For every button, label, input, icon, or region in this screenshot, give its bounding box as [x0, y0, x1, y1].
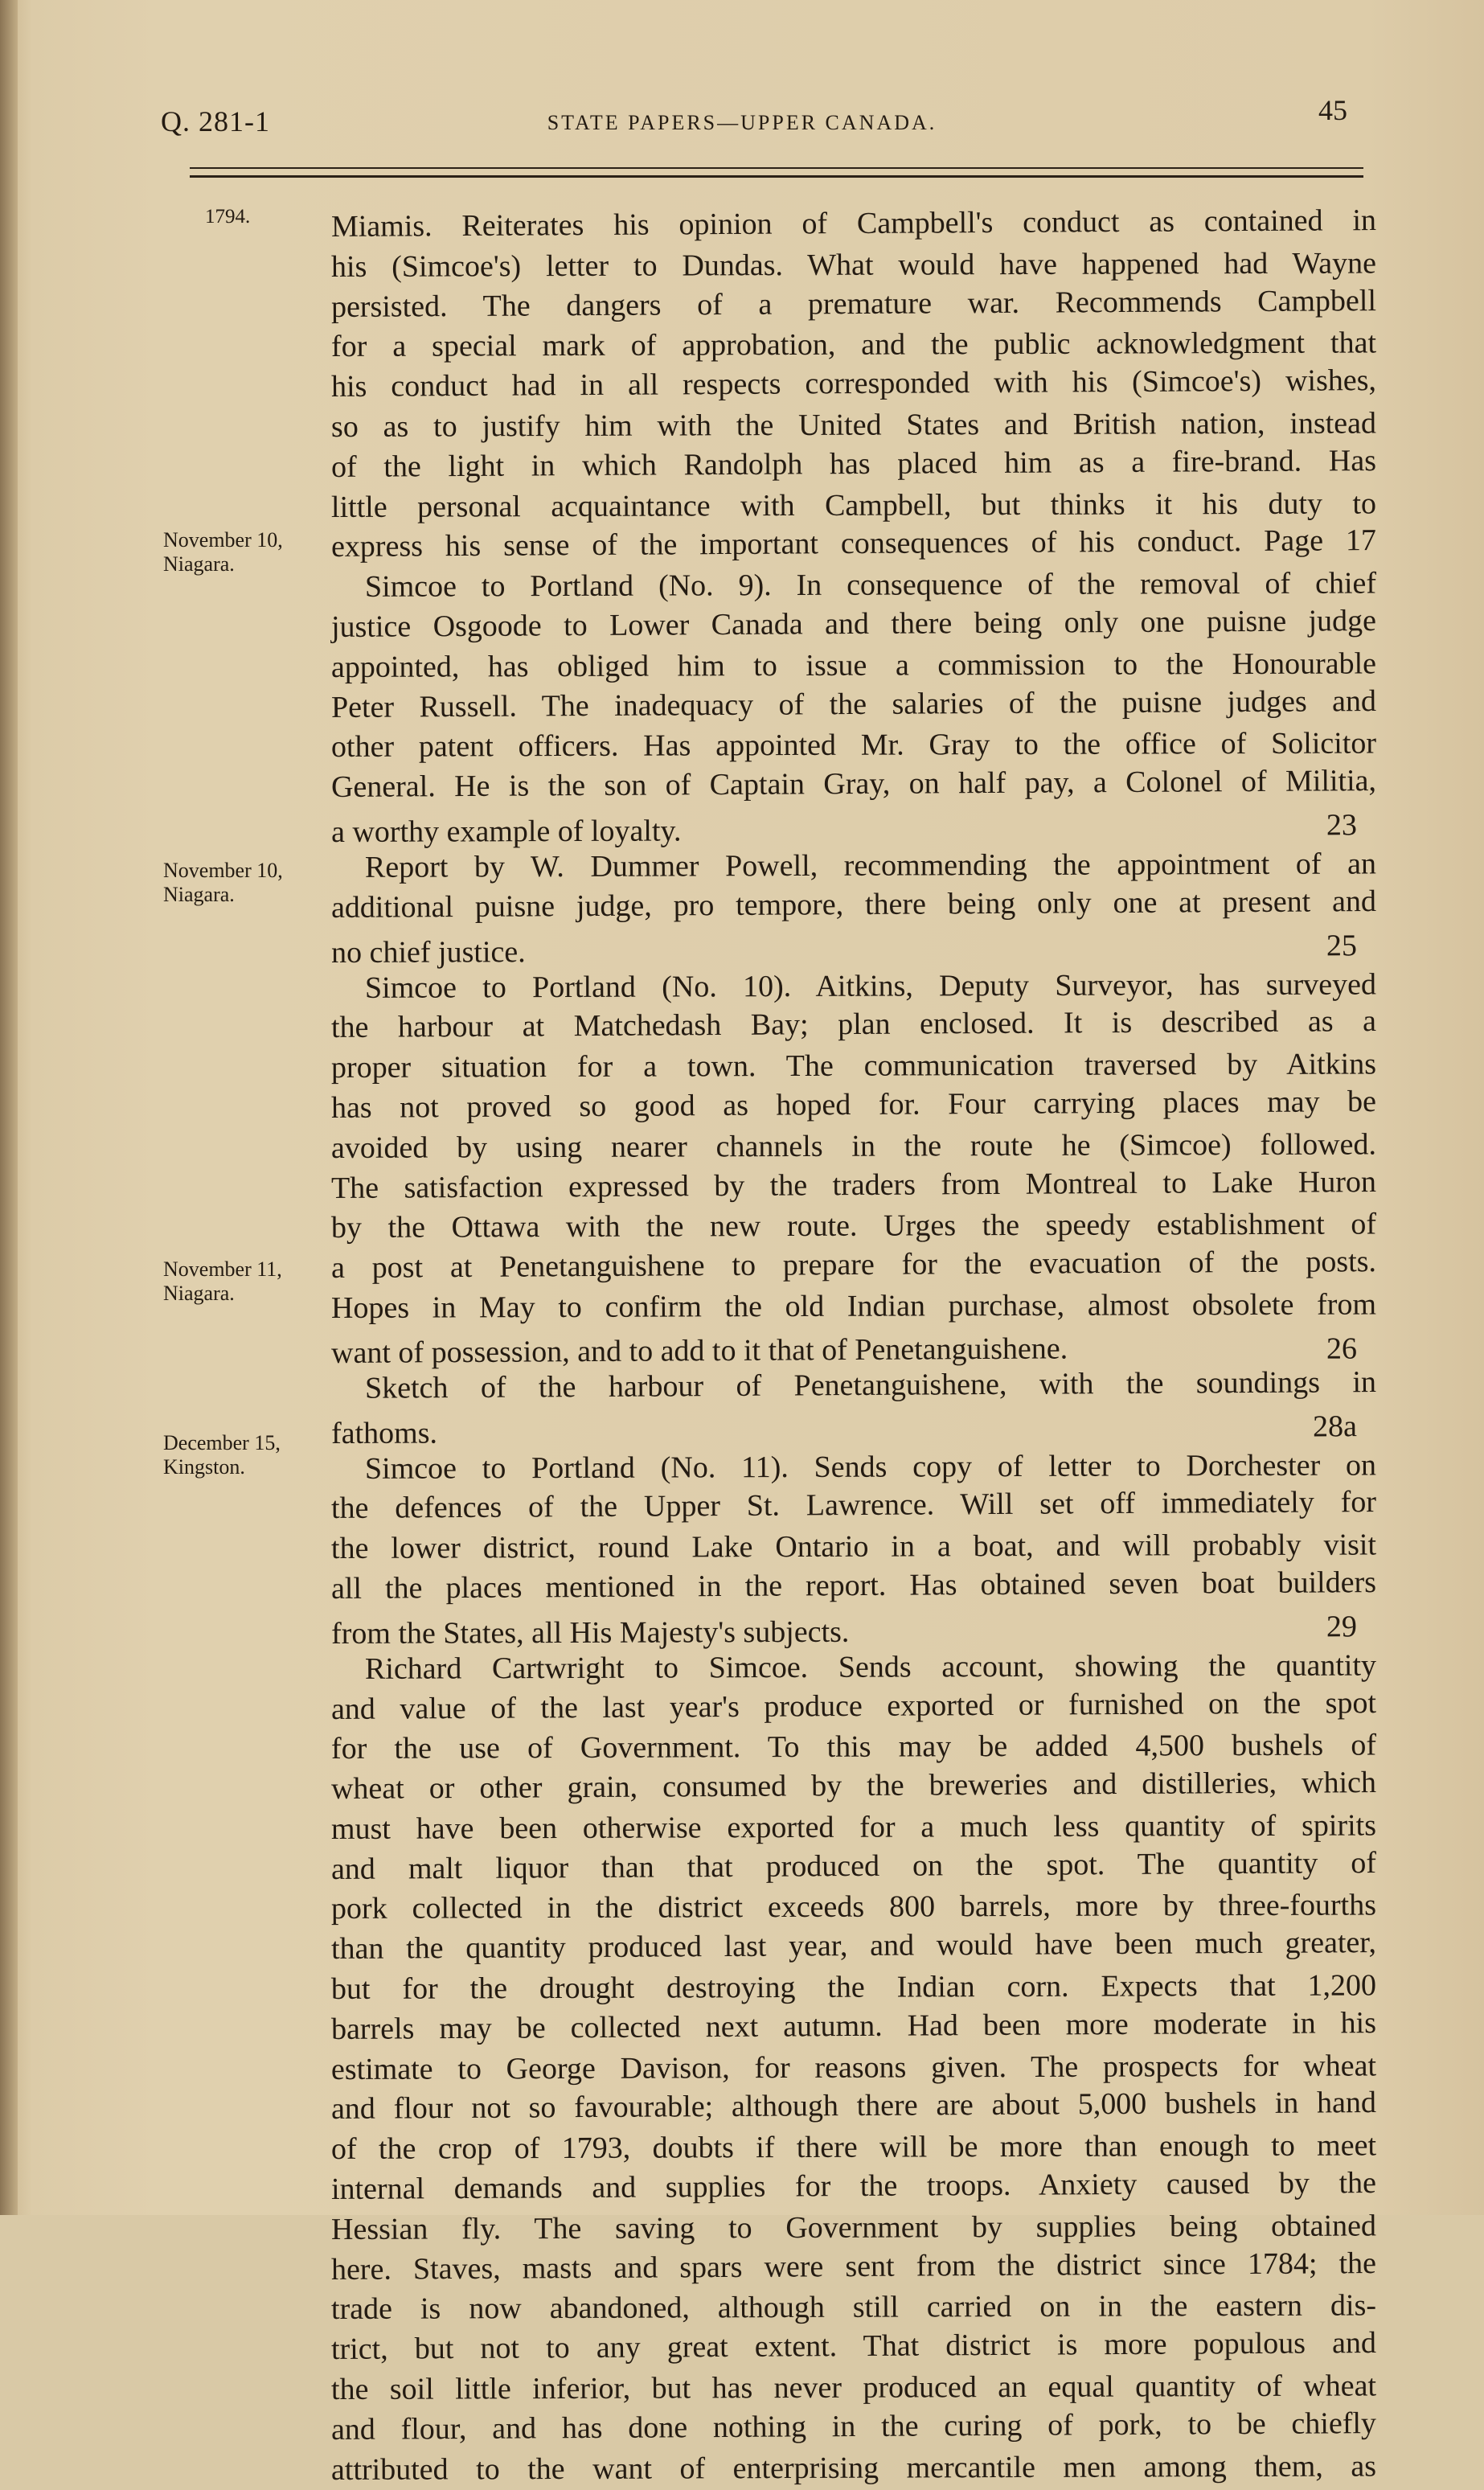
text-line: a worthy example of loyalty.	[330, 814, 682, 849]
text-line: little personal acquaintance with Campbell, but thinks it his duty to	[330, 486, 1377, 524]
text-line: for the use of Government. To this may be added 4,500 bushels of	[330, 1728, 1377, 1766]
margin-note-date: November 10,	[163, 528, 283, 552]
text-line: The satisfaction expressed by the traders from Montreal to Lake Huron	[330, 1164, 1377, 1205]
margin-note	[163, 1257, 324, 1306]
text-line: trict, but not to any great extent. That district is more populous and	[330, 2326, 1377, 2367]
text-line: and value of the last year's produce exported or furnished on the spot	[330, 1685, 1377, 1726]
text-line: internal demands and supplies for the troops. Anxiety caused by the	[330, 2166, 1377, 2207]
text-line: so as to justify him with the United States and British nation, instead	[330, 406, 1377, 444]
body-text	[330, 203, 1377, 2490]
text-line: Hopes in May to confirm the old Indian purchase, almost obsolete from	[330, 1287, 1377, 1325]
text-line: Sketch of the harbour of Penetanguishene, with the soundings in	[364, 1364, 1377, 1405]
page-reference: 25	[1326, 928, 1358, 962]
text-line: of the light in which Randolph has placed him as a fire-brand. Has	[330, 443, 1377, 484]
text-line: than the quantity produced last year, and would have been much greater,	[330, 1926, 1377, 1967]
text-line: Simcoe to Portland (No. 11). Sends copy of letter to Dorchester on	[364, 1447, 1377, 1486]
text-line: other patent officers. Has appointed Mr. Gray to the office of Solicitor	[330, 726, 1377, 765]
text-line: Richard Cartwright to Simcoe. Sends account, showing the quantity	[364, 1648, 1377, 1686]
text-line: Simcoe to Portland (No. 9). In consequence of the removal of chief	[364, 566, 1377, 605]
text-line: all the places mentioned in the report. Has obtained seven boat builders	[330, 1565, 1377, 1606]
text-line: want of possession, and to add to it that of Penetanguishene.	[330, 1331, 1068, 1370]
text-line: additional puisne judge, pro tempore, there being only one at present and	[330, 884, 1377, 925]
text-line: Miamis. Reiterates his opinion of Campbell's conduct as contained in	[330, 203, 1377, 244]
text-line: but for the drought destroying the Indian corn. Expects that 1,200	[330, 1968, 1377, 2007]
margin-note	[163, 1431, 324, 1479]
page-reference: 26	[1326, 1331, 1358, 1366]
margin-note-place: Niagara.	[163, 1282, 235, 1305]
text-line: of the crop of 1793, doubts if there will be more than enough to meet	[330, 2128, 1377, 2167]
text-line: appointed, has obliged him to issue a commission to the Honourable	[330, 646, 1377, 684]
text-line: justice Osgoode to Lower Canada and there being only one puisne judge	[330, 604, 1377, 644]
text-line: a post at Penetanguishene to prepare for the evacuation of the posts.	[330, 1245, 1377, 1286]
text-line: his (Simcoe's) letter to Dundas. What would have happened had Wayne	[330, 246, 1377, 284]
text-line: the lower district, round Lake Ontario in a boat, and will probably visit	[330, 1528, 1377, 1566]
header-rule	[190, 167, 1363, 169]
margin-note	[163, 528, 324, 576]
text-line: has not proved so good as hoped for. Four carrying places may be	[330, 1084, 1377, 1125]
text-line: Simcoe to Portland (No. 10). Aitkins, Deputy Surveyor, has surveyed	[364, 967, 1377, 1005]
book-gutter	[0, 0, 18, 2215]
margin-note-place: Kingston.	[163, 1455, 245, 1479]
page-reference: 23	[1326, 808, 1358, 843]
text-line: persisted. The dangers of a premature war. Recommends Campbell	[330, 283, 1377, 324]
text-line: express his sense of the important consequences of his conduct. Page 17	[330, 523, 1377, 564]
text-line: Peter Russell. The inadequacy of the salaries of the puisne judges and	[330, 683, 1377, 724]
page-reference: 28a	[1312, 1409, 1358, 1444]
text-line: for a special mark of approbation, and the public acknowledgment that	[330, 326, 1377, 364]
margin-year: 1794.	[205, 206, 251, 228]
document-reference: Q. 281-1	[161, 105, 270, 137]
text-line: Report by W. Dummer Powell, recommending the appointment of an	[364, 847, 1377, 884]
margin-note-place: Niagara.	[163, 552, 235, 576]
text-line: estimate to George Davison, for reasons given. The prospects for wheat	[330, 2049, 1377, 2086]
text-line: avoided by using nearer channels in the route he (Simcoe) followed.	[330, 1127, 1377, 1165]
text-line: and flour, and has done nothing in the curing of pork, to be chiefly	[330, 2406, 1377, 2447]
text-line: his conduct had in all respects corresponded with his (Simcoe's) wishes,	[330, 363, 1377, 404]
text-line: attributed to the want of enterprising mercantile men among them, as	[330, 2449, 1377, 2487]
text-line: proper situation for a town. The communication traversed by Aitkins	[330, 1047, 1377, 1085]
margin-note	[163, 859, 324, 907]
text-line: barrels may be collected next autumn. Had been more moderate in his	[330, 2005, 1377, 2046]
margin-note-date: November 10,	[163, 859, 283, 882]
text-line: the harbour at Matchedash Bay; plan enclosed. It is described as a	[330, 1004, 1377, 1045]
text-line: pork collected in the district exceeds 800 barrels, more by three-fourths	[330, 1888, 1377, 1926]
text-line: trade is now abandoned, although still carried on in the eastern dis-	[330, 2288, 1377, 2327]
text-line: here. Staves, masts and spars were sent from the district since 1784; the	[330, 2246, 1377, 2287]
text-line: and malt liquor than that produced on the spot. The quantity of	[330, 1845, 1377, 1886]
margin-note-date: November 11,	[163, 1257, 282, 1281]
text-line: wheat or other grain, consumed by the breweries and distilleries, which	[330, 1766, 1377, 1807]
header-rule-double	[190, 175, 1363, 178]
text-line: the defences of the Upper St. Lawrence. Will set off immediately for	[330, 1485, 1377, 1526]
text-line: must have been otherwise exported for a much less quantity of spirits	[330, 1808, 1377, 1846]
running-title: STATE PAPERS—UPPER CANADA.	[547, 111, 937, 134]
margin-note-date: December 15,	[163, 1431, 281, 1454]
text-line: and flour not so favourable; although there are about 5,000 bushels in hand	[330, 2086, 1377, 2127]
text-line: by the Ottawa with the new route. Urges the speedy establishment of	[330, 1207, 1377, 1245]
text-line: from the States, all His Majesty's subjects.	[330, 1614, 850, 1651]
page-reference: 29	[1326, 1609, 1358, 1644]
page-number: 45	[1318, 94, 1347, 126]
text-line: fathoms.	[330, 1416, 438, 1450]
text-line: General. He is the son of Captain Gray, on half pay, a Colonel of Militia,	[330, 764, 1377, 805]
text-line: the soil little inferior, but has never produced an equal quantity of wheat	[330, 2369, 1377, 2407]
text-line: no chief justice.	[330, 934, 526, 970]
margin-note-place: Niagara.	[163, 883, 235, 906]
text-line: Hessian fly. The saving to Government by supplies being obtained	[330, 2209, 1377, 2246]
